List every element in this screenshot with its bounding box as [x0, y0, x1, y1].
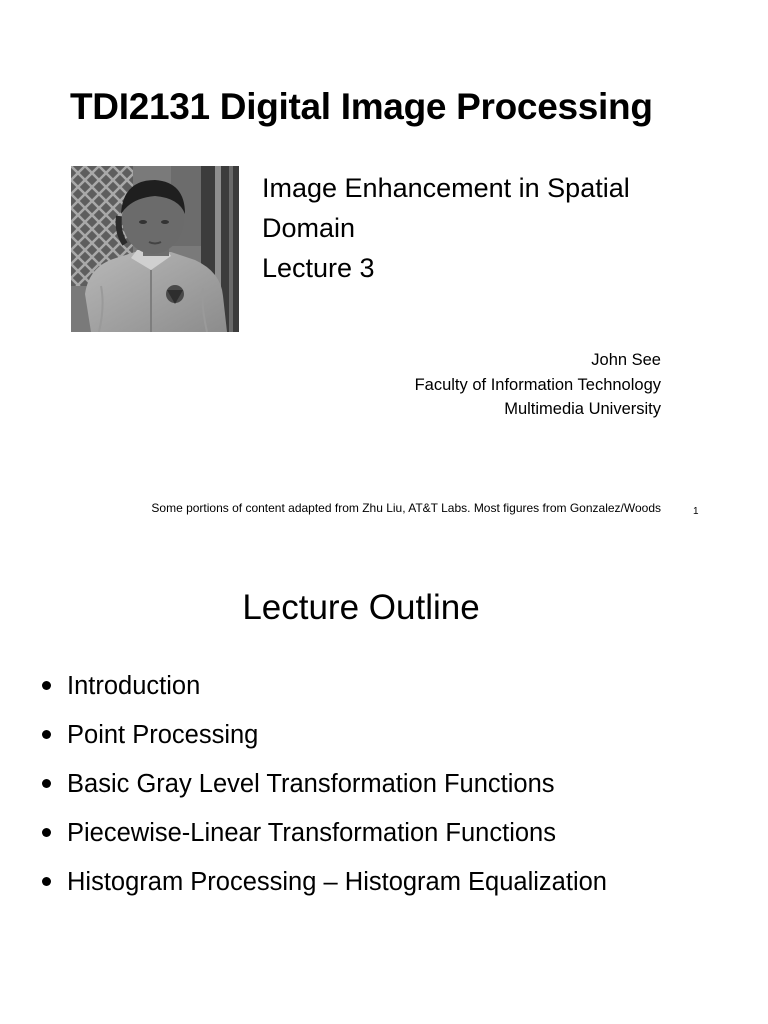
list-item [40, 815, 607, 864]
bullet-icon [42, 877, 51, 886]
list-item [40, 864, 607, 913]
slide-title: TDI2131 Digital Image Processing [70, 86, 653, 127]
bullet-icon [42, 730, 51, 739]
list-item-text: Introduction [67, 672, 201, 700]
list-item-text: Piecewise-Linear Transformation Functions [67, 819, 556, 847]
author-university: Multimedia University [504, 400, 661, 418]
author-name: John See [591, 351, 661, 369]
author-block [415, 348, 661, 422]
subtitle-line: Lecture 3 [262, 253, 375, 283]
list-item [40, 766, 607, 815]
bullet-icon [42, 681, 51, 690]
list-item-text: Basic Gray Level Transformation Functions [67, 770, 555, 798]
subtitle-line: Image Enhancement in Spatial [262, 173, 630, 203]
subtitle-line: Domain [262, 213, 356, 243]
page-number: 1 [693, 506, 699, 517]
outline-list [40, 668, 607, 913]
lecture-subtitle [262, 168, 630, 288]
list-item [40, 717, 607, 766]
credit-note: Some portions of content adapted from Zhu Liu, AT&T Labs. Most figures from Gonzalez/Woods [151, 501, 661, 515]
outline-slide [0, 560, 768, 1000]
outline-title: Lecture Outline [242, 588, 480, 627]
list-item [40, 668, 607, 717]
bullet-icon [42, 779, 51, 788]
list-item-text: Histogram Processing – Histogram Equalization [67, 868, 607, 896]
list-item-text: Point Processing [67, 721, 259, 749]
child-photo [71, 166, 239, 332]
bullet-icon [42, 828, 51, 837]
author-faculty: Faculty of Information Technology [414, 375, 661, 394]
